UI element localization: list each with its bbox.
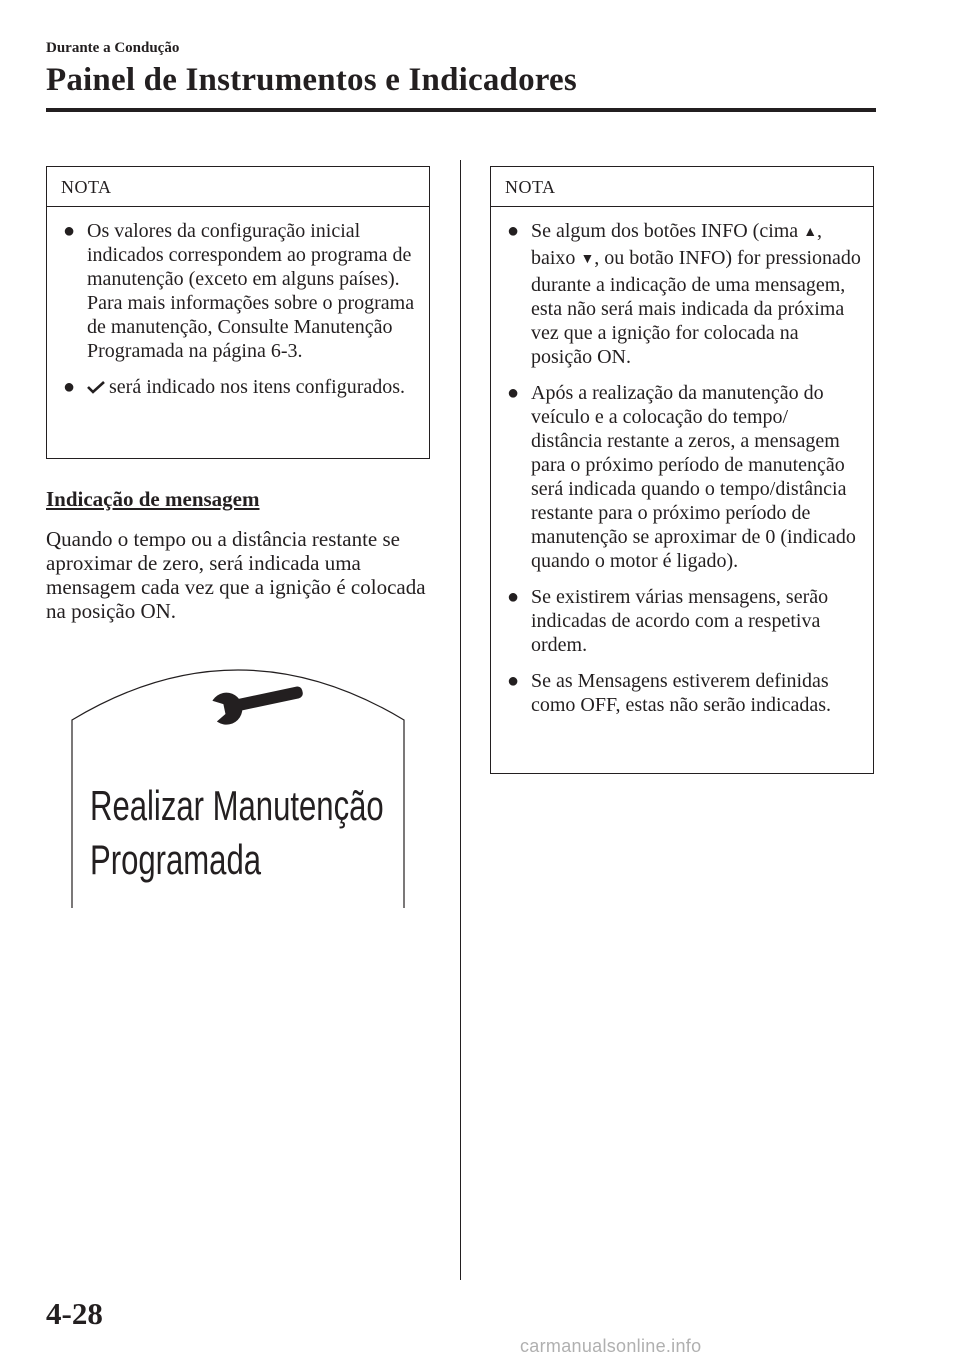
note-text: Se algum dos botões INFO (cima <box>531 220 799 242</box>
page-number: 4-28 <box>46 1296 103 1331</box>
bullet-icon: ● <box>63 220 76 242</box>
note-text: , ou botão INFO) for pressionado durante a indicação de uma mensagem, esta não será mais indicada da próxima vez que a ignição for colocada na posição ON. <box>531 247 861 368</box>
wrench-icon <box>198 674 308 734</box>
list-item <box>61 219 417 363</box>
list-item <box>505 219 861 369</box>
list-item <box>61 375 417 399</box>
bullet-icon: ● <box>507 220 520 242</box>
note-text: Se as Mensagens estiverem definidas como OFF, estas não serão indicadas. <box>531 670 831 716</box>
column-divider <box>460 160 461 1280</box>
bullet-icon: ● <box>507 586 520 608</box>
list-item <box>505 381 861 573</box>
note-list <box>47 207 429 399</box>
note-heading: NOTA <box>47 167 429 207</box>
note-text: será indicado nos itens configurados. <box>109 376 406 398</box>
bullet-icon: ● <box>507 670 520 692</box>
page-title: Painel de Instrumentos e Indicadores <box>46 62 577 98</box>
display-line-2: Programada <box>90 836 262 883</box>
maintenance-display <box>70 660 406 910</box>
note-text: Após a realização da manutenção do veículo e a colocação do tempo/ distância restante a zeros, a mensagem para o próximo período de manutenção será indicada quando o tempo/distância restante para o próximo período de manutenção se aproximar de 0 (indicado quando o motor é ligado). <box>531 382 856 572</box>
note-text: Se existirem várias mensagens, serão indicadas de acordo com a respetiva ordem. <box>531 586 829 656</box>
section-body: Quando o tempo ou a distância restante se aproximar de zero, será indicada uma mensagem cada vez que a ignição é colocada na posição ON. <box>46 527 426 623</box>
note-box-right <box>490 166 874 774</box>
header-rule <box>46 108 876 112</box>
note-text: , baixo <box>531 220 823 269</box>
section-heading: Indicação de mensagem <box>46 487 260 511</box>
note-list <box>491 207 873 717</box>
watermark: carmanualsonline.info <box>520 1336 702 1356</box>
list-item <box>505 669 861 717</box>
bullet-icon: ● <box>63 376 76 398</box>
bullet-icon: ● <box>507 382 520 404</box>
note-heading: NOTA <box>491 167 873 207</box>
down-triangle-icon: ▼ <box>580 252 595 267</box>
section-label: Durante a Condução <box>46 40 180 56</box>
checkmark-icon <box>87 380 105 394</box>
note-box-left <box>46 166 430 459</box>
note-text: Os valores da configuração inicial indicados correspondem ao programa de manutenção (exceto em alguns países). Para mais informações sobre o programa de manutenção, Consulte Manutenção Programada na página 6-3. <box>87 220 415 362</box>
list-item <box>505 585 861 657</box>
up-triangle-icon: ▲ <box>803 225 818 240</box>
display-line-1: Realizar Manutenção <box>90 782 384 829</box>
